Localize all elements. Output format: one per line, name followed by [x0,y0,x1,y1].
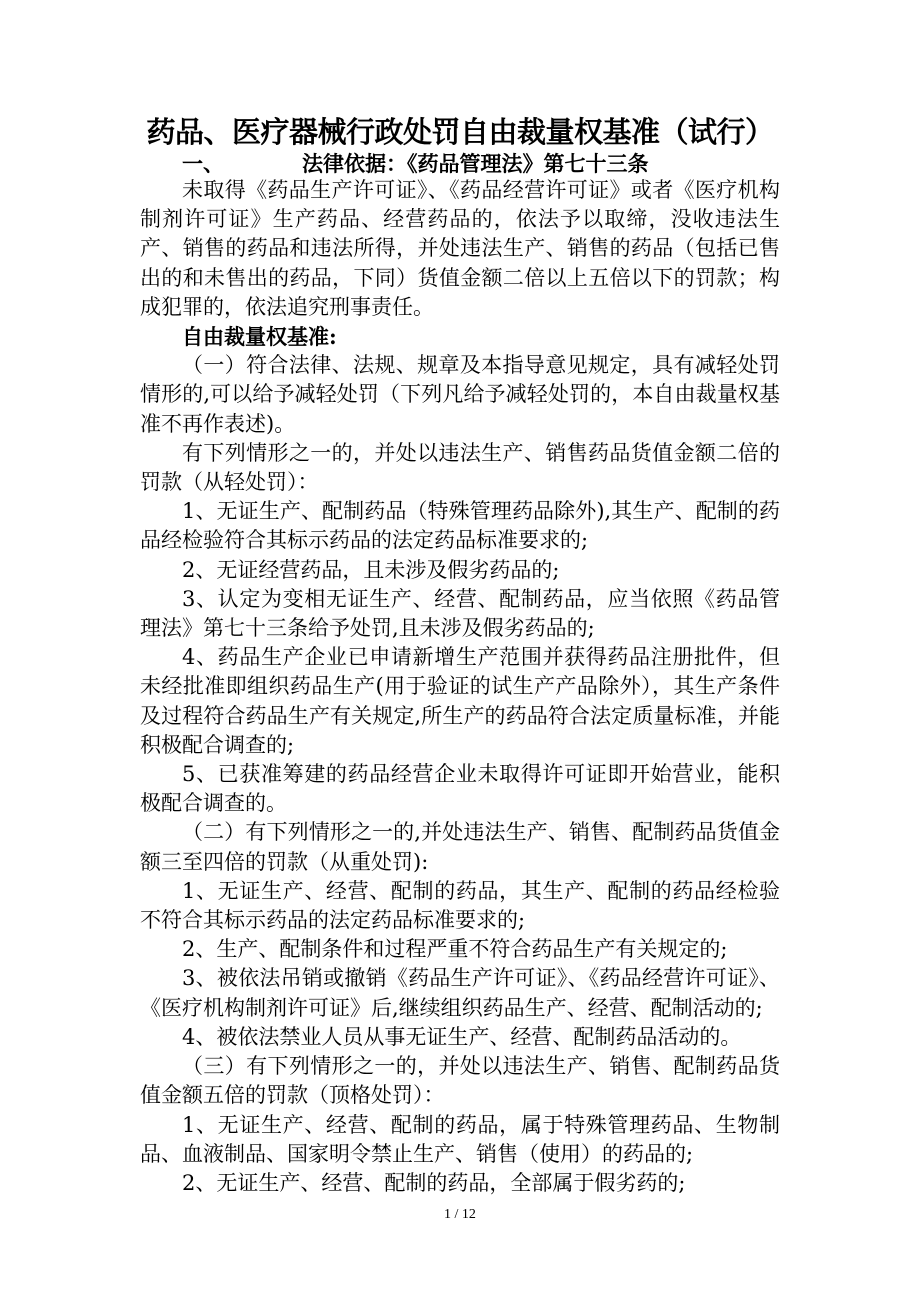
paragraph: 自由裁量权基准: [182,324,337,350]
paragraph: 4、被依法禁业人员从事无证生产、经营、配制药品活动的。 [182,1024,742,1049]
paragraph: 3、认定为变相无证生产、经营、配制药品，应当依照《药品管理法》第七十三条给予处罚,且未涉及假劣药品的; [140,586,780,641]
paragraph: （一）符合法律、法规、规章及本指导意见规定，具有减轻处罚情形的,可以给予减轻处罚（下列凡给予减轻处罚的，本自由裁量权基准不再作表述)。 [140,353,780,436]
paragraph: 未取得《药品生产许可证》、《药品经营许可证》或者《医疗机构制剂许可证》生产药品、经营药品的，依法予以取缔，没收违法生产、销售的药品和违法所得，并处违法生产、销售的药品（包括已售出的和未售出的药品，下同）货值金额二倍以上五倍以下的罚款；构成犯罪的，依法追究刑事责任。 [140,178,780,319]
paragraph: 2、无证生产、经营、配制的药品，全部属于假劣药的; [182,1170,686,1195]
paragraph: 1、无证生产、经营、配制的药品，其生产、配制的药品经检验不符合其标示药品的法定药品标准要求的; [140,878,780,933]
paragraph: （二）有下列情形之一的,并处违法生产、销售、配制药品货值金额三至四倍的罚款（从重处罚): [140,820,780,874]
page-number: 1 / 12 [444,1207,476,1222]
section-heading-text: 法律依据：《药品管理法》第七十三条 [302,151,649,176]
paragraph: 4、药品生产企业已申请新增生产范围并获得药品注册批件，但未经批准即组织药品生产(用于验证的试生产产品除外），其生产条件及过程符合药品生产有关规定,所生产的药品符合法定质量标准，并能积极配合调查的; [140,645,780,757]
paragraph: 3、被依法吊销或撤销《药品生产许可证》、《药品经营许可证》、《医疗机构制剂许可证》后,继续组织药品生产、经营、配制活动的; [140,966,780,1020]
paragraph: 1、无证生产、配制药品（特殊管理药品除外),其生产、配制的药品经检验符合其标示药品的法定药品标准要求的; [140,499,780,553]
paragraph: 5、已获准筹建的药品经营企业未取得许可证即开始营业，能积极配合调查的。 [140,762,780,816]
document-body [140,176,780,1198]
paragraph: 2、生产、配制条件和过程严重不符合药品生产有关规定的; [182,937,728,962]
paragraph: （三）有下列情形之一的，并处以违法生产、销售、配制药品货值金额五倍的罚款（顶格处罚）： [140,1054,780,1108]
section-number: 一、 [182,151,224,176]
paragraph: 有下列情形之一的，并处以违法生产、销售药品货值金额二倍的罚款（从轻处罚）： [140,440,780,495]
paragraph: 2、无证经营药品，且未涉及假劣药品的; [182,557,560,582]
paragraph: 1、无证生产、经营、配制的药品，属于特殊管理药品、生物制品、血液制品、国家明令禁止生产、销售（使用）的药品的; [140,1112,780,1166]
document-title: 药品、医疗器械行政处罚自由裁量权基准（试行） [146,115,774,149]
